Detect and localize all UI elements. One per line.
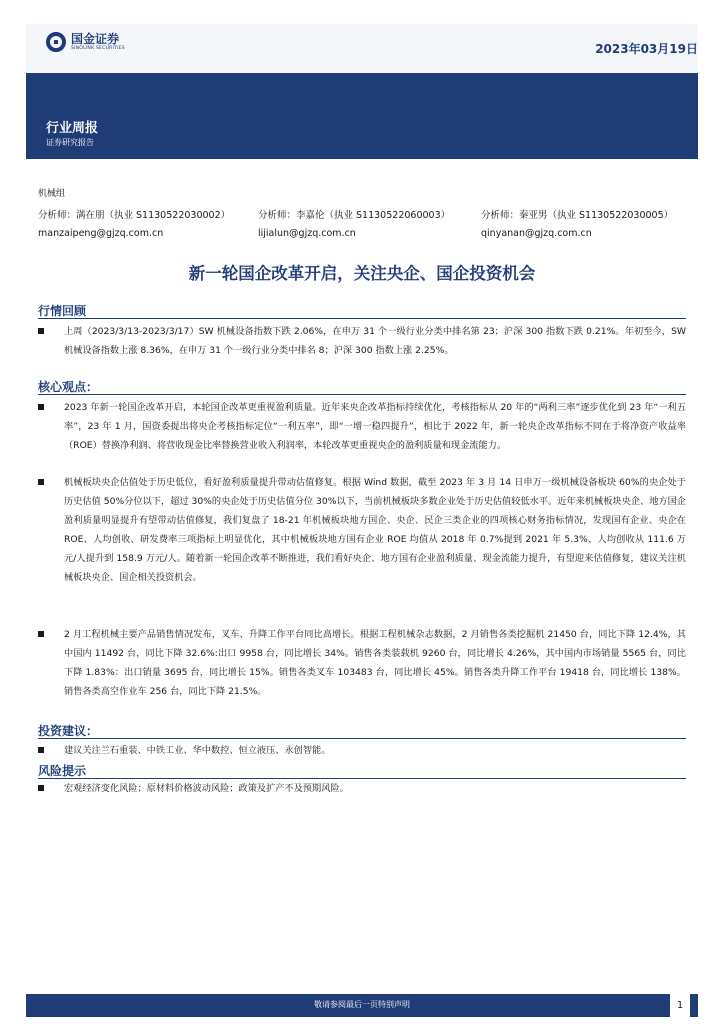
bullet-square-icon <box>38 747 44 753</box>
analyst-group: 机械组 <box>38 189 66 199</box>
rating-badge: 买入（维持评级） <box>559 89 688 108</box>
footer-disclaimer[interactable]: 敬请参阅最后一页特别声明 <box>314 1000 410 1009</box>
bullet-square-icon <box>38 479 44 485</box>
analyst-3: 分析师：秦亚男（执业 S1130522030005） <box>481 210 674 221</box>
bullet-item: 宏观经济变化风险；原材料价格波动风险；政策及扩产不及预期风险。 <box>38 779 686 798</box>
bullet-square-icon <box>38 404 44 410</box>
analyst-1-email[interactable]: manzaipeng@gjzq.com.cn <box>38 228 164 239</box>
logo-icon <box>46 32 66 52</box>
analyst-3-email[interactable]: qinyanan@gjzq.com.cn <box>481 228 592 239</box>
analyst-1: 分析师：满在朋（执业 S1130522030002） <box>38 210 231 221</box>
report-subtype: 证券研究报告 <box>46 138 94 147</box>
report-title: 机械行业研究 <box>302 88 428 112</box>
report-date: 2023年03月19日 <box>595 42 698 56</box>
bullet-square-icon <box>38 631 44 637</box>
report-type: 行业周报 <box>46 121 99 136</box>
bullet-item: 机械板块央企估值处于历史低位，看好盈利质量提升带动估值修复。根据 Wind 数据，截至 2023 年 3 月 14 日申万一级机械设备板块 60%的央企处于历史估值 50%分位以下，超过 30%的央企处于历史估值分位 30%以下，当前机械板块多数企业处于历史估值较低水平。近年来机械板块央企、地方国企盈利质量明显提升有望带动估值修复，我们复盘了 18-21 年机械板块地方国企、央企、民企三类企业的四项核心财务指标情况，发现国有企业、央企在 ROE、人均创收、研发费率三项指标上明显优化，其中机械板块地方国有企业 ROE 均值从 2018 年 0.7%提到 2021 年 5.3%、人均创收从 111.6 万元/人提升到 158.9 万元/人。随着新一轮国企改革不断推进，我们看好央企、地方国有企业盈利质量、现金流能力提升，有望迎来估值修复，建议关注机械板块央企、国企相关投资机会。 <box>38 473 686 588</box>
analyst-2: 分析师：李嘉伦（执业 S1130522060003） <box>258 210 451 221</box>
section-title-market: 行情回顾 <box>38 304 87 318</box>
section-title-risk: 风险提示 <box>38 764 87 778</box>
report-header <box>26 24 698 159</box>
logo-cn: 国金证券 <box>71 32 120 46</box>
logo-en: SINOLINK SECURITIES <box>71 46 125 51</box>
company-logo <box>46 32 125 52</box>
report-headline: 新一轮国企改革开启，关注央企、国企投资机会 <box>188 264 536 283</box>
bullet-item: 2023 年新一轮国企改革开启，本轮国企改革更重视盈利质量。近年来央企改革指标持续优化，考核指标从 20 年的“两利三率”逐步优化到 23 年“一利五率”，23 年 1 月，国资委提出将央企考核指标定位“一利五率”，即“一增一稳四提升”，相比于 2022 年，新一轮央企改革指标不同在于将净资产收益率（ROE）替换净利润、将营收现金比率替换营业收入利润率，本轮改革更重视央企的盈利质量和现金流能力。 <box>38 398 686 455</box>
section-divider <box>38 738 686 739</box>
bullet-square-icon <box>38 785 44 791</box>
page-number: 1 <box>670 993 690 1018</box>
section-divider <box>38 318 686 319</box>
footer-bar <box>26 994 698 1017</box>
bullet-item: 建议关注兰石重装、中铁工业、华中数控、恒立液压、永创智能。 <box>38 741 686 760</box>
section-divider <box>38 394 686 395</box>
analyst-2-email[interactable]: lijialun@gjzq.com.cn <box>258 228 356 239</box>
section-title-invest: 投资建议： <box>38 724 99 738</box>
bullet-item: 上周（2023/3/13-2023/3/17）SW 机械设备指数下跌 2.06%，在申万 31 个一级行业分类中排名第 23；沪深 300 指数下跌 0.21%。年初至今，SW 机械设备指数上涨 8.36%，在申万 31 个一级行业分类中排名 8；沪深 300 指数上涨 2.25%。 <box>38 322 686 360</box>
bullet-square-icon <box>38 328 44 334</box>
section-title-core: 核心观点： <box>38 380 99 394</box>
bullet-item: 2 月工程机械主要产品销售情况发布，叉车、升降工作平台同比高增长。根据工程机械杂志数据，2 月销售各类挖掘机 21450 台，同比下降 12.4%，其中国内 11492 台，同比下降 32.6%:出口 9958 台，同比增长 34%。销售各类装载机 9260 台，同比增长 4.26%，其中国内市场销量 5565 台，同比下降 1.83%：出口销量 3695 台，同比增长 15%。销售各类叉车 103483 台，同比增长 45%。销售各类升降工作平台 19418 台，同比增长 138%。销售各类高空作业车 256 台，同比下降 21.5%。 <box>38 625 686 701</box>
